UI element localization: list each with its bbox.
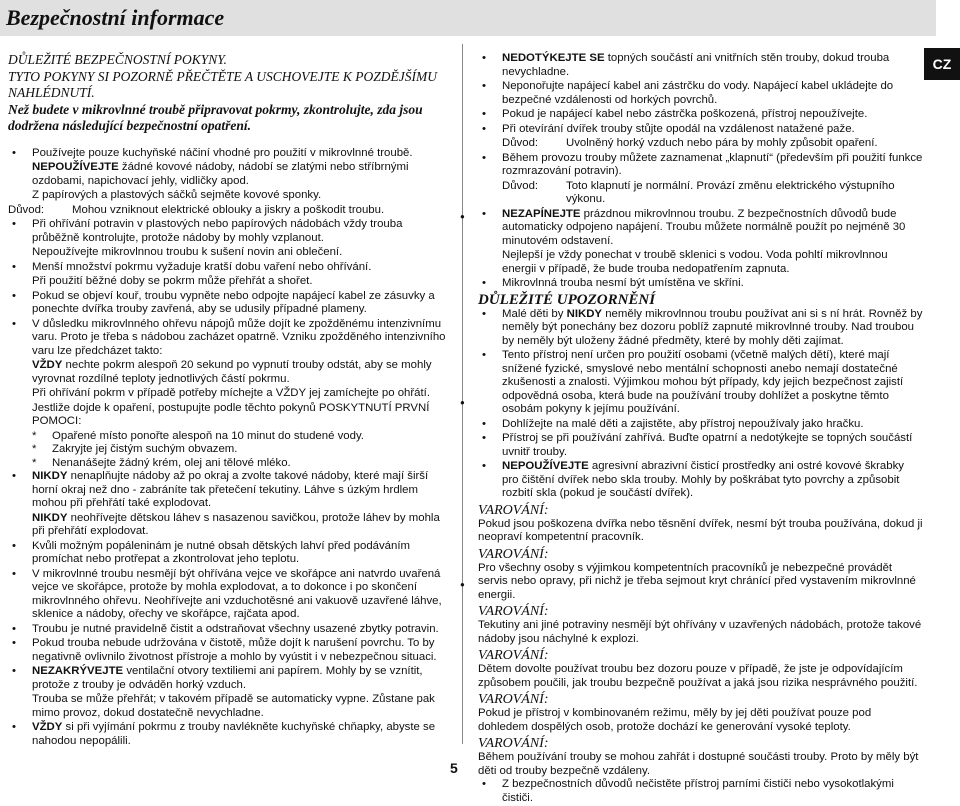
warning-heading: VAROVÁNÍ:: [478, 648, 549, 663]
warning-heading: VAROVÁNÍ:: [478, 502, 549, 518]
list-item: • Tento přístroj není určen pro použití osobami (včetně malých dětí), které mají snížené fyzické, smyslové nebo mentální schopnosti anebo nemají dostatečné zkušenosti a znalosti. Výjimkou mohou být případy, kdy jejich bezpečnost zajistí odpovědná osoba, která bude na používání trouby dohlížet a poskytne těmto osobám pokyny k jejímu používání.: [478, 349, 923, 417]
paragraph: Nejlepší je vždy ponechat v troubě sklenici s vodou. Voda pohltí mikrovlnnou energii v případě, že bude trouba nedopatřením zapnuta.: [502, 249, 888, 275]
paragraph: Z papírových a plastových sáčků sejměte kovové sponky.: [32, 189, 322, 201]
emph: NEDOTÝKEJTE SE: [502, 52, 605, 64]
text: si při vyjímání pokrmu z trouby navlékněte kuchyňské chňapky, abyste se nahodou nepopálili.: [32, 721, 436, 747]
text: Opařené místo ponořte alespoň na 10 minut do studené vody.: [52, 429, 364, 442]
list-item: • Pokud je napájecí kabel nebo zástrčka poškozená, přístroj nepoužívejte.: [478, 108, 923, 122]
text: Zakryjte jej čistým suchým obvazem.: [52, 443, 238, 455]
intro-line: Než budete v mikrovlnné troubě připravovat pokrmy, zkontrolujte, zda jsou dodržena následující bezpečnostní opatření.: [8, 101, 423, 133]
paragraph: Jestliže dojde k opaření, postupujte podle těchto pokynů POSKYTNUTÍ PRVNÍ POMOCI:: [32, 401, 430, 427]
list-item: • Dohlížejte na malé děti a zajistěte, aby přístroj nepoužívaly jako hračku.: [478, 418, 923, 432]
warning-heading: VAROVÁNÍ:: [478, 604, 549, 619]
text: prázdnou mikrovlnnou troubu. Z bezpečnostních důvodů bude automaticky odpojeno napájení. Troubu můžete normálně použít po nejméně 30 minutovém odstavení.: [502, 207, 906, 247]
emph: VŽDY: [32, 721, 63, 733]
paragraph: Při použití běžné doby se pokrm může přehřát a shořet.: [32, 275, 313, 287]
text: nechte pokrm alespoň 20 sekund po vypnutí trouby odstát, aby se mohly vyrovnat rozdílné teploty jednotlivých částí pokrmu.: [32, 359, 432, 385]
emph: VŽDY: [32, 359, 63, 371]
list-item: [8, 721, 448, 748]
language-tab: CZ: [924, 48, 960, 80]
left-column: [8, 52, 448, 749]
list-item: [478, 52, 923, 79]
list-item: [8, 665, 448, 692]
first-aid-item: * Opařené místo ponořte alespoň na 10 minut do studené vody.: [32, 429, 364, 442]
list-item: • Mikrovlnná trouba nesmí být umístěna ve skříni.: [478, 277, 923, 291]
left-text: [8, 147, 448, 749]
right-text: [478, 52, 923, 805]
warning-text: Tekutiny ani jiné potraviny nesmějí být ohřívány v uzavřených nádobách, protože takové nádoby jsou náchylné k explozi.: [478, 619, 922, 645]
text: neměly mikrovlnnou troubu používat ani si s ní hrát. Rovněž by neměly být ponechány bez dozoru poblíž zapnuté mikrovlnné trouby. Nad troubou by neměly být uloženy žádné předměty, které by mohly děti zajímat.: [502, 307, 923, 347]
list-item: • Neponořujte napájecí kabel ani zástrčku do vody. Napájecí kabel ukládejte do bezpečné vzdálenosti od horkých povrchů.: [478, 80, 923, 107]
list-item: • V důsledku mikrovlnného ohřevu nápojů může dojít ke zpožděnému intenzivnímu varu. Proto je třeba s nádobou zacházet opatrně. Vzniku zpožděného intenzivního varu lze předcházet takto:: [8, 318, 448, 359]
warning-heading: VAROVÁNÍ:: [478, 692, 549, 707]
text: ventilační otvory textiliemi ani papírem. Mohly by se vznítit, protože z trouby je odváděn horký vzduch.: [32, 665, 423, 691]
emph: NIKDY: [32, 470, 68, 482]
text: Malé děti by: [502, 307, 567, 320]
list-item: • Menší množství pokrmu vyžaduje kratší dobu vaření nebo ohřívání.: [8, 261, 448, 275]
text: neohřívejte dětskou láhev s nasazenou savičkou, protože láhev by mohla při přehřátí explodovat.: [32, 511, 440, 537]
paragraph: Trouba se může přehřát; v takovém případě se automaticky vypne. Zůstane pak mimo provoz, dokud dostatečně nevychladne.: [32, 693, 435, 719]
text: žádné kovové nádoby, nádobí se zlatými nebo stříbrnými ozdobami, napichovací jehly, vidličky apod.: [32, 161, 409, 187]
list-item: • Používejte pouze kuchyňské náčiní vhodné pro použití v mikrovlnné troubě.: [8, 147, 448, 161]
intro-block: [8, 52, 448, 135]
emph: NEZAPÍNEJTE: [502, 207, 581, 220]
paragraph: Při ohřívání pokrm v případě potřeby míchejte a VŽDY jej zamíchejte po ohřátí.: [32, 387, 431, 399]
text: agresivní abrazivní čisticí prostředky ani ostré kovové škrabky pro čištění dvířek nebo skla trouby. Mohly by poškrábat tyto povrchy a způsobit rozbití skla (pokud je součástí dvířek).: [502, 460, 904, 499]
list-item: [478, 308, 923, 349]
important-heading: DŮLEŽITÉ UPOZORNĚNÍ: [478, 291, 656, 308]
text: Nenanášejte žádný krém, olej ani tělové mléko.: [52, 456, 291, 469]
list-item: • Pokud trouba nebude udržována v čistotě, může dojít k narušení povrchu. To by negativně ovlivnilo životnost přístroje a mohlo by vyústit i v nebezpečnou situaci.: [8, 637, 448, 664]
list-item: [8, 470, 448, 511]
paragraph: [8, 512, 448, 539]
text: topných součástí ani vnitřních stěn trouby, dokud trouba nevychladne.: [502, 52, 890, 78]
right-column: [478, 52, 923, 806]
margin-dot: ●: [460, 580, 465, 589]
list-item: • Kvůli možným popáleninám je nutné obsah dětských lahví před podáváním promíchat nebo protřepat a zkontrolovat jeho teplotu.: [8, 540, 448, 567]
margin-dot: ●: [460, 398, 465, 407]
reason: [502, 180, 923, 207]
reason: [502, 137, 923, 151]
warning-heading: VAROVÁNÍ:: [478, 736, 549, 751]
page-number: 5: [450, 760, 458, 776]
list-item: • Přístroj se při používání zahřívá. Buďte opatrní a nedotýkejte se topných součástí uvnitř trouby.: [478, 432, 923, 459]
emph: NIKDY: [566, 307, 603, 320]
warning-text: Během používání trouby se mohou zahřát i dostupné součásti trouby. Proto by měly být děti od trouby bezpečně vzdáleny.: [478, 751, 919, 777]
emph: NEPOUŽÍVEJTE: [502, 460, 589, 472]
reason-label: Důvod:: [8, 203, 45, 216]
intro-line: DŮLEŽITÉ BEZPEČNOSTNÍ POKYNY.: [8, 52, 227, 67]
warning-heading: VAROVÁNÍ:: [478, 546, 549, 562]
warning-text: Dětem dovolte používat troubu bez dozoru pouze v případě, že jste je odpovídajícím způsobem poučili, jak troubu bezpečně používat a jaká jsou rizika nesprávného použití.: [478, 663, 918, 689]
warning-text: Pro všechny osoby s výjimkou kompetentních pracovníků je nebezpečné provádět servis nebo opravy, při nichž je třeba sejmout kryt chránící před vystavením mikrovlnné energii.: [478, 561, 916, 601]
reason-label: Důvod:: [502, 137, 539, 149]
list-item: • Pokud se objeví kouř, troubu vypněte nebo odpojte napájecí kabel ze zásuvky a ponechte dvířka trouby zavřená, aby se udusily případné plameny.: [8, 290, 448, 317]
list-item: • Z bezpečnostních důvodů nečistěte přístroj parními čističi nebo vysokotlakými čističi.: [478, 778, 923, 805]
reason-label: Důvod:: [502, 179, 539, 192]
emph: NEPOUŽÍVEJTE: [32, 161, 119, 173]
column-divider: [462, 44, 463, 744]
reason-text: Mohou vzniknout elektrické oblouky a jiskry a poškodit troubu.: [72, 203, 385, 216]
list-item: [478, 460, 923, 501]
list-item: [478, 208, 923, 249]
warning-text: Pokud je přístroj v kombinovaném režimu, měly by jej děti používat pouze pod dohledem dospělých osob, protože dochází ke generování vysoké teploty.: [478, 707, 872, 733]
first-aid-item: * Nenanášejte žádný krém, olej ani tělové mléko.: [32, 456, 291, 469]
list-item: • Během provozu trouby můžete zaznamenat „klapnutí“ (především při použití funkce rozmrazování potravin).: [478, 152, 923, 179]
list-item: • Při ohřívání potravin v plastových nebo papírových nádobách vždy trouba průběžně kontrolujte, protože nádoby by mohly vzplanout.: [8, 218, 448, 245]
list-item: • Troubu je nutné pravidelně čistit a odstraňovat všechny usazené zbytky potravin.: [8, 623, 448, 637]
intro-line: TYTO POKYNY SI POZORNĚ PŘEČTĚTE A USCHOVEJTE K POZDĚJŠÍMU NAHLÉDNUTÍ.: [8, 68, 438, 100]
list-item: • V mikrovlnné troubu nesmějí být ohřívána vejce ve skořápce ani natvrdo uvařená vejce ve skořápce, protože by mohla explodovat, a to dokonce i po skončení mikrovlnného ohřevu. Neohřívejte ani vzduchotěsné ani vakuově uzavřené láhve, sklenice a nádoby, ořechy ve skořápce, rajčata apod.: [8, 568, 448, 622]
page-title: Bezpečnostní informace: [0, 0, 936, 36]
emph: NIKDY: [32, 511, 68, 524]
margin-dot: ●: [460, 212, 465, 221]
reason-text: Toto klapnutí je normální. Provází změnu elektrického výstupního výkonu.: [566, 179, 895, 205]
text: nenaplňujte nádoby až po okraj a zvolte takové nádoby, které mají širší horní okraj než dno - zabráníte tak přetečení tekutiny. Láhve s úzkým hrdlem mohou při přehřátí také explodovat.: [32, 470, 429, 509]
reason-text: Uvolněný horký vzduch nebo pára by mohly způsobit opaření.: [566, 137, 878, 149]
paragraph: [8, 359, 448, 386]
emph: NEZAKRÝVEJTE: [32, 665, 124, 677]
first-aid-item: * Zakryjte jej čistým suchým obvazem.: [32, 443, 238, 455]
reason: [8, 204, 448, 218]
list-item: • Při otevírání dvířek trouby stůjte opodál na vzdálenost natažené paže.: [478, 123, 923, 137]
paragraph: Nepoužívejte mikrovlnnou troubu k sušení novin ani oblečení.: [32, 246, 343, 258]
warning-text: Pokud jsou poškozena dvířka nebo těsnění dvířek, nesmí být trouba používána, dokud ji neopraví kompetentní pracovník.: [478, 517, 923, 543]
paragraph: [8, 161, 448, 188]
